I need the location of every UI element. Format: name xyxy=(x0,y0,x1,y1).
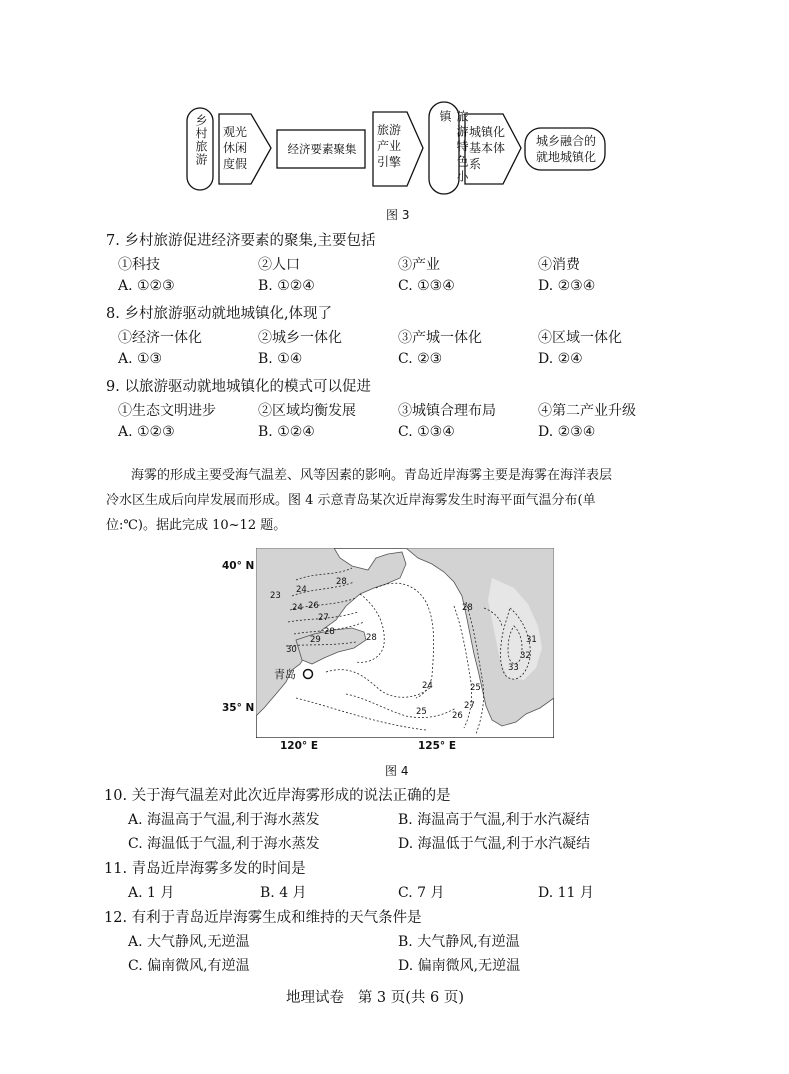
q11-choice-c[interactable]: C. 7 月 xyxy=(398,885,445,901)
q9-item-3: ③城镇合理布局 xyxy=(398,403,496,419)
q12-stem: 12. 有利于青岛近岸海雾生成和维持的天气条件是 xyxy=(104,910,422,926)
q7-item-3: ③产业 xyxy=(398,257,440,273)
q9-choice-d[interactable]: D. ②③④ xyxy=(538,424,596,440)
flow-node-tourism-town: 旅游特色小镇 xyxy=(438,110,469,185)
q12-choice-a[interactable]: A. 大气静风,无逆温 xyxy=(128,934,250,950)
isotherm-label: 24 xyxy=(422,681,433,691)
q12-choice-b[interactable]: B. 大气静风,有逆温 xyxy=(398,934,520,950)
q7-stem: 7. 乡村旅游促进经济要素的聚集,主要包括 xyxy=(106,233,376,249)
q8-item-1: ①经济一体化 xyxy=(118,330,202,346)
figure-3-caption: 图 3 xyxy=(386,208,410,222)
q8-stem: 8. 乡村旅游驱动就地城镇化,体现了 xyxy=(106,306,333,322)
q7-item-2: ②人口 xyxy=(258,257,300,273)
isotherm-label: 28 xyxy=(366,633,377,643)
isotherm-map xyxy=(256,548,554,738)
q11-stem: 11. 青岛近岸海雾多发的时间是 xyxy=(104,861,306,877)
q7-choice-a[interactable]: A. ①②③ xyxy=(118,278,175,294)
q8-choice-a[interactable]: A. ①③ xyxy=(118,351,163,367)
isotherm-label: 27 xyxy=(464,701,475,711)
q10-stem: 10. 关于海气温差对此次近岸海雾形成的说法正确的是 xyxy=(104,788,451,804)
q7-choice-d[interactable]: D. ②③④ xyxy=(538,278,596,294)
isotherm-label: 29 xyxy=(310,635,321,645)
q9-choice-a[interactable]: A. ①②③ xyxy=(118,424,175,440)
flow-node-leisure: 观光休闲度假 xyxy=(223,125,248,171)
q9-item-4: ④第二产业升级 xyxy=(538,403,636,419)
figure-4-caption: 图 4 xyxy=(385,764,409,778)
q7-choice-b[interactable]: B. ①②④ xyxy=(258,278,315,294)
flow-node-economic-factors: 经济要素聚集 xyxy=(287,142,357,156)
passage-line-2: 冷水区生成后向岸发展而形成。图 4 示意青岛某次近岸海雾发生时海平面气温分布(单 xyxy=(106,493,596,508)
q10-choice-a[interactable]: A. 海温高于气温,利于海水蒸发 xyxy=(128,812,320,828)
isotherm-label: 24 xyxy=(296,585,307,595)
flow-node-tourism-engine: 旅游产业引擎 xyxy=(377,123,402,169)
page-footer: 地理试卷 第 3 页(共 6 页) xyxy=(286,990,465,1006)
isotherm-label: 24 xyxy=(292,603,303,613)
q8-item-2: ②城乡一体化 xyxy=(258,330,342,346)
figure-3 xyxy=(183,100,613,200)
flow-node-rural-tourism: 乡村旅游 xyxy=(194,114,208,166)
q9-stem: 9. 以旅游驱动就地城镇化的模式可以促进 xyxy=(106,379,371,395)
city-label-qingdao: 青岛 xyxy=(274,668,296,681)
isotherm-label: 28 xyxy=(462,603,473,613)
isotherm-label: 26 xyxy=(452,711,463,721)
q9-choice-c[interactable]: C. ①③④ xyxy=(398,424,455,440)
q10-choice-b[interactable]: B. 海温高于气温,利于水汽凝结 xyxy=(398,812,590,828)
isotherm-label: 28 xyxy=(324,627,335,637)
flow-node-urban-system: 城镇化基本体系 xyxy=(469,125,506,171)
isotherm-label: 32 xyxy=(520,651,531,661)
lat-label-35n: 35° N xyxy=(222,702,255,714)
isotherm-label: 33 xyxy=(508,663,519,673)
isotherm-label: 31 xyxy=(526,635,537,645)
q12-choice-d[interactable]: D. 偏南微风,无逆温 xyxy=(398,958,521,974)
q7-choice-c[interactable]: C. ①③④ xyxy=(398,278,455,294)
q12-choice-c[interactable]: C. 偏南微风,有逆温 xyxy=(128,958,250,974)
isotherm-label: 23 xyxy=(270,591,281,601)
q8-item-4: ④区域一体化 xyxy=(538,330,622,346)
q10-choice-d[interactable]: D. 海温低于气温,利于水汽凝结 xyxy=(398,836,591,852)
isotherm-label: 30 xyxy=(286,645,297,655)
isotherm-label: 25 xyxy=(470,683,481,693)
isotherm-label: 26 xyxy=(308,601,319,611)
isotherm-label: 27 xyxy=(318,613,329,623)
lon-label-120e: 120° E xyxy=(280,740,318,752)
passage-line-1: 海雾的形成主要受海气温差、风等因素的影响。青岛近岸海雾主要是海雾在海洋表层 xyxy=(131,468,613,483)
q9-item-2: ②区域均衡发展 xyxy=(258,403,356,419)
q8-choice-b[interactable]: B. ①④ xyxy=(258,351,303,367)
q9-choice-b[interactable]: B. ①②④ xyxy=(258,424,315,440)
q11-choice-a[interactable]: A. 1 月 xyxy=(128,885,175,901)
passage-line-3: 位:℃)。据此完成 10~12 题。 xyxy=(106,518,287,533)
isotherm-label: 25 xyxy=(416,707,427,717)
q7-item-1: ①科技 xyxy=(118,257,160,273)
q9-item-1: ①生态文明进步 xyxy=(118,403,216,419)
figure-4 xyxy=(220,546,560,756)
q8-item-3: ③产城一体化 xyxy=(398,330,482,346)
q11-choice-d[interactable]: D. 11 月 xyxy=(538,885,594,901)
lon-label-125e: 125° E xyxy=(418,740,456,752)
lat-label-40n: 40° N xyxy=(222,560,255,572)
q8-choice-c[interactable]: C. ②③ xyxy=(398,351,443,367)
q10-choice-c[interactable]: C. 海温低于气温,利于海水蒸发 xyxy=(128,836,320,852)
q8-choice-d[interactable]: D. ②④ xyxy=(538,351,583,367)
q11-choice-b[interactable]: B. 4 月 xyxy=(260,885,307,901)
q7-item-4: ④消费 xyxy=(538,257,580,273)
isotherm-label: 28 xyxy=(336,577,347,587)
flow-node-local-urbanization: 城乡融合的就地城镇化 xyxy=(535,134,596,164)
